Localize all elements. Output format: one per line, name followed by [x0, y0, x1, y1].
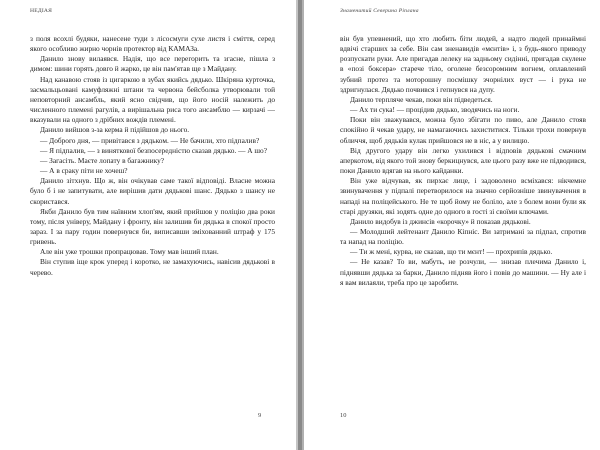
right-body-text [340, 34, 586, 288]
right-page [304, 0, 600, 450]
right-paragraph-6: Він уже відчував, як пирхає лице, і задоволено всміхався: нікчемне звинувачення у підпалі перетворилося на значно серйозніше звинувачення в нападі на поліцейського. Не те щоб йому не боліло, але з болем вони були як старі друзяки, які зодять одне до одного в гості зі своїми ключами. [340, 176, 586, 216]
right-paragraph-4: Поки він зважувався, можна було збігати по пиво, але Данило стояв спокійно й чекав удару, не намагаючись захиститися. Тільки трохи повернув обличчя, щоб дядьків кулак прийшовся не в ніс, а у вилицю. [340, 115, 586, 145]
right-running-head: Знаменитий Северина Ріплана [340, 8, 419, 14]
left-paragraph-7: — Загасіть. Маєте лопату в багажнику? [40, 155, 165, 165]
left-paragraph-2: Данило знову вилаявся. Надія, що все перегорить та згасне, пішла з димом: шини горять довго й жарко, це він пам'ятав ще з Майдану. [30, 54, 275, 74]
right-paragraph-8: — Молодший лейтенант Данило Кіпніс. Ви затримані за підпал, спротив та напад на поліцію. [340, 226, 586, 247]
book-gutter [296, 0, 304, 450]
left-paragraph-12: Він ступив іще крок уперед і коротко, не замахуючись, навісив дядькові в черево. [30, 257, 275, 277]
left-paragraph-3: Над канавою стояв із цигаркою в зубах якийсь дядько. Шкіряна курточка, засмальцьовані камуфляжні штани та червона бейсболка утворювали той неповторний ансамбль, який ясно свідчив, що його носій належить до численного племені рагулів, а вирішальна риса того ансамблю — кирзачі — вказували на одного з дрібних вождів племені. [30, 74, 275, 125]
left-paragraph-10: Якби Данило був тим наївним хлоп'ям, який прийшов у поліцію два роки тому, після універу, Майдану і фронту, він залишив би дядька в спокої просто зараз. І за пару годин повернувся би, виписавши зміхованний штраф у 175 гривень. [30, 206, 275, 247]
left-paragraph-11: Але він уже трошки пропрацював. Тому мав інший план. [40, 247, 219, 257]
left-paragraph-9: Данило зітхнув. Що ж, він очікував саме такої відповіді. Власне можна було б і не запитувати, але вирішив дати дядькові шанс. Дядько з шансу не скористався. [30, 176, 275, 206]
left-paragraph-5: — Доброго дня, — привітався з дядьком. — Не бачили, хто підпалив? [40, 135, 260, 145]
right-paragraph-10: — Не казав? То ви, мабуть, не розчули, — знизав плечима Данило і, піднявши дядька за барки, Данило підняв його і повів до машини. — Ну але і я вам вилаяли, треба про це заробити. [340, 257, 586, 287]
right-paragraph-7: Данило видобув із джинсів «корочку» й показав дядькові. [350, 216, 531, 226]
left-paragraph-1: з поля всохлі будяки, нанесене туди з лісосмуги сухе листя і сміття, серед якого особливо жирно чорнів протектор від КАМАЗа. [30, 34, 275, 54]
right-paragraph-1: він був упевнений, що хто любить біти людей, а надто людей принаймні вдвічі старших за себе. Він сам зненавидів «мєнтів» і, з будь-якого приводу розпускати руки. Але пригадав лелеку на задньому сидінні, пригадав скулене в «позі боксера» старече тіло, оголене безсоромним вогнем, оплавлений зубний протез та моторошну посмішку зчорнілих вуст — і рука не здригнулася. Дядько почвився і гепнувся на дупу. [340, 34, 586, 94]
right-paragraph-3: — Ах ти сука! — процідив дядько, зводячись на ноги. [350, 105, 520, 115]
left-paragraph-4: Данило вийшов з-за керма й підійшов до нього. [40, 125, 190, 135]
left-paragraph-8: — А в сраку піти не хочеш? [40, 166, 128, 176]
right-paragraph-5: Від другого удару він легко ухилився і відповів дядькові смачним аперкотом, від якого той знову беркицнувся, але цього разу вже не підводився, поки Данило вдягав на нього кайданки. [340, 145, 586, 176]
left-body-text [30, 34, 275, 278]
right-paragraph-2: Данило терпляче чекав, поки він підведеться. [350, 94, 493, 104]
left-paragraph-6: — Я підпалив, — з виняткової безпосередністю сказав дядько. — А шо? [40, 145, 267, 155]
right-paragraph-9: — Ти ж мені, курва, не сказав, що ти мєнт! — прохрипів дядько. [350, 247, 553, 257]
left-page [0, 0, 296, 450]
right-page-number: 10 [340, 412, 347, 419]
left-page-number: 9 [258, 412, 262, 419]
left-running-head: НЕДІАЯ [30, 8, 53, 14]
